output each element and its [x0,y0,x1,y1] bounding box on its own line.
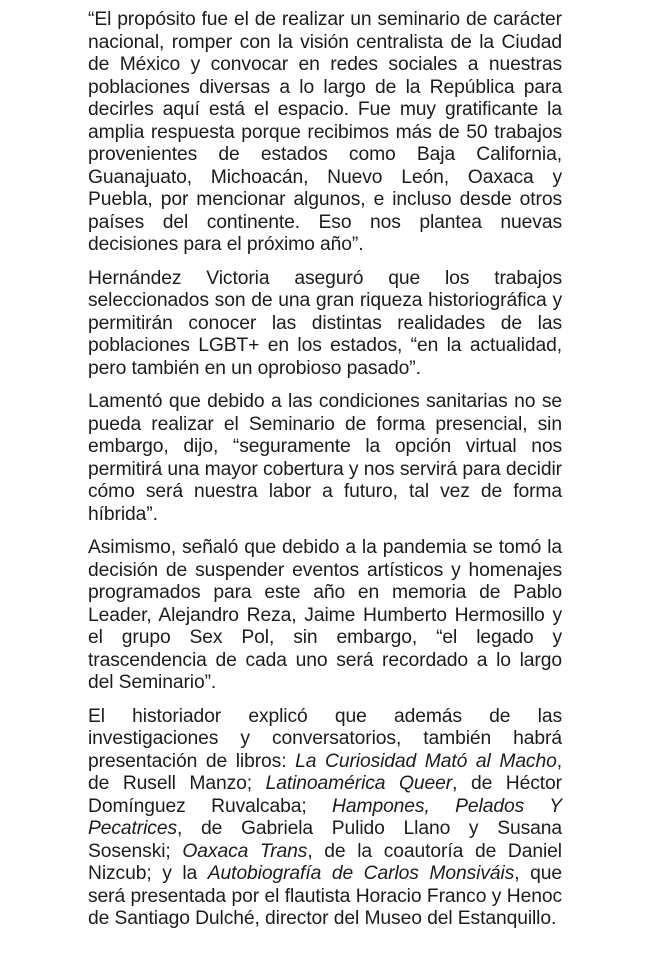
book-title: Oaxaca Trans [182,840,308,862]
text-run: , de Gabriela Pulido Llano y Susana Sosenski; [88,818,562,862]
paragraph [88,537,562,695]
text-run: , de Rusell Manzo; [88,750,562,794]
text-run: , que será presentada por el flautista Horacio Franco y Henoc de Santiago Dulché, director del Museo del Estanquillo. [88,863,562,929]
text-run: , de la coautoría de Daniel Nizcub; y la [88,840,562,884]
paragraph [88,706,562,931]
article-body [88,9,562,931]
paragraph [88,391,562,526]
book-title: Hampones, Pelados Y Pecatrices [88,795,562,839]
text-run: “El propósito fue el de realizar un seminario de carácter nacional, romper con la visión centralista de la Ciudad de México y convocar en redes sociales a nuestras poblaciones diversas a lo largo de la República para decirles aquí está el espacio. Fue muy gratificante la amplia respuesta porque recibimos más de 50 trabajos provenientes de estados como Baja California, Guanajuato, Michoacán, Nuevo León, Oaxaca y Puebla, por mencionar algunos, e incluso desde otros países del continente. Eso nos plantea nuevas decisiones para el próximo año”. [88,9,562,255]
text-run: , de Héctor Domínguez Ruvalcaba; [88,773,562,817]
text-run: Asimismo, señaló que debido a la pandemia se tomó la decisión de suspender eventos artísticos y homenajes programados para este año en memoria de Pablo Leader, Alejandro Reza, Jaime Humberto Hermosillo y el grupo Sex Pol, sin embargo, “el legado y trascendencia de cada uno será recordado a lo largo del Seminario”. [88,537,562,693]
book-title: Autobiografía de Carlos Monsiváis [207,863,515,884]
text-run: Hernández Victoria aseguró que los trabajos seleccionados son de una gran riqueza historiográfica y permitirán conocer las distintas realidades de las poblaciones LGBT+ en los estados, “en la actualidad, pero también en un oprobioso pasado”. [88,267,562,379]
book-title: La Curiosidad Mató al Macho [295,750,557,772]
text-run: Lamentó que debido a las condiciones sanitarias no se pueda realizar el Seminario de forma presencial, sin embargo, dijo, “seguramente la opción virtual nos permitirá una mayor cobertura y nos servirá para decidir cómo será nuestra labor a futuro, tal vez de forma híbrida”. [88,391,562,525]
book-title: Latinoamérica Queer [265,773,453,794]
text-run: El historiador explicó que además de las investigaciones y conversatorios, también habrá presentación de libros: [88,705,562,772]
paragraph [88,268,562,381]
paragraph [88,9,562,257]
